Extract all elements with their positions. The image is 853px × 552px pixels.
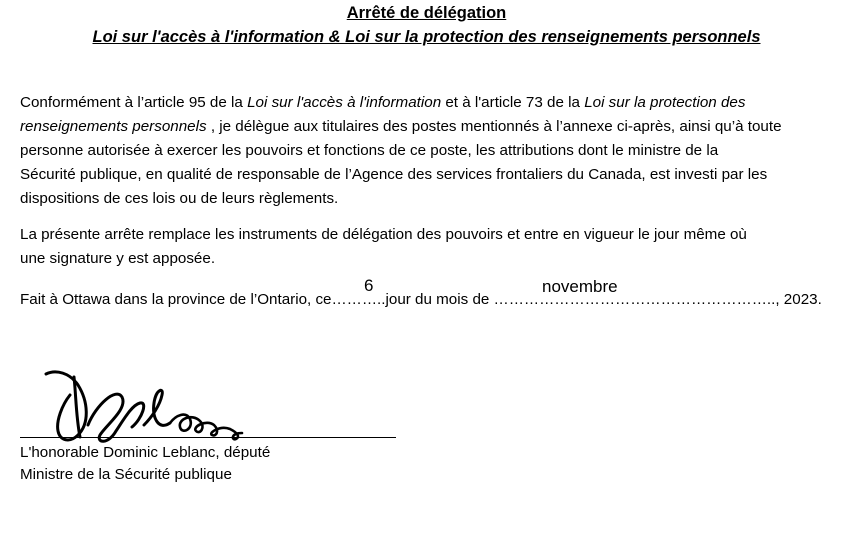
signer-title: Ministre de la Sécurité publique bbox=[20, 466, 232, 483]
signature-line bbox=[20, 437, 396, 438]
paragraph-line: La présente arrête remplace les instruments de délégation des pouvoirs et entre en vigueur le jour même où bbox=[20, 226, 747, 243]
paragraph-line: personne autorisée à exercer les pouvoirs et fonctions de ce poste, les attributions dont le ministre de la bbox=[20, 142, 719, 159]
act-name-privacy-cont: renseignements personnels bbox=[20, 118, 207, 135]
document-title: Arrêté de délégation bbox=[346, 4, 507, 22]
document-subtitle: Loi sur l'accès à l'information & Loi sur la protection des renseignements personnels bbox=[92, 28, 761, 46]
paragraph-line: une signature y est apposée. bbox=[20, 250, 216, 267]
paragraph-line: renseignements personnels , je délègue aux titulaires des postes mentionnés à l’annexe ci-après, ainsi qu’à toute bbox=[20, 118, 782, 135]
delegation-paragraph bbox=[20, 91, 820, 211]
signer-name: L'honorable Dominic Leblanc, député bbox=[20, 444, 271, 461]
act-name-privacy: Loi sur la protection des bbox=[584, 94, 746, 111]
signature bbox=[40, 365, 270, 445]
execution-line: Fait à Ottawa dans la province de l’Ontario, ce………..jour du mois de ……………………………………………….., 2023. bbox=[20, 291, 822, 308]
handwritten-day: 6 bbox=[364, 276, 374, 295]
paragraph-line: dispositions de ces lois ou de leurs règlements. bbox=[20, 190, 339, 207]
act-name-access: Loi sur l'accès à l'information bbox=[247, 94, 442, 111]
paragraph-line: Conformément à l’article 95 de la Loi sur l'accès à l'information et à l'article 73 de la Loi sur la protection des bbox=[20, 94, 746, 111]
paragraph-line: Sécurité publique, en qualité de responsable de l’Agence des services frontaliers du Canada, est investi par les bbox=[20, 166, 768, 183]
replacement-paragraph bbox=[20, 223, 820, 271]
handwritten-month: novembre bbox=[542, 277, 618, 296]
